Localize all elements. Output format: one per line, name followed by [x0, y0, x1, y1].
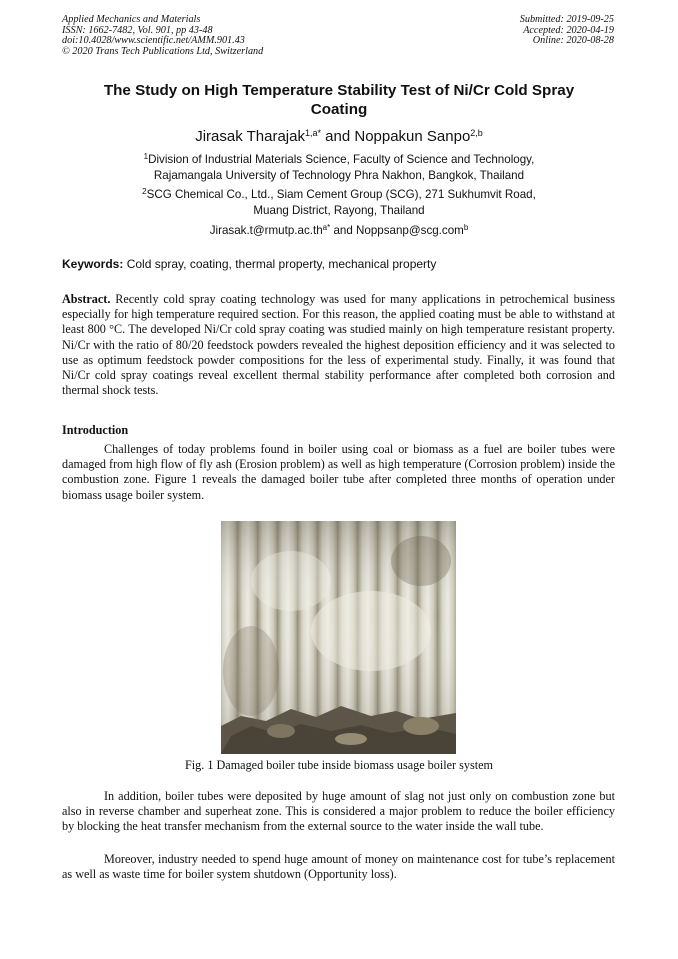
journal-copyright: © 2020 Trans Tech Publications Ltd, Switzerland	[62, 45, 264, 57]
journal-issn: ISSN: 1662-7482, Vol. 901, pp 43-48	[62, 24, 213, 36]
submission-dates	[520, 15, 614, 47]
author-name: Noppakun Sanpo	[354, 128, 471, 145]
author-superscript: 2,b	[470, 128, 483, 138]
email-link[interactable]: Jirasak.t@rmutp.ac.th	[209, 224, 323, 237]
affiliation-line: Rajamangala University of Technology Phra Nakhon, Bangkok, Thailand	[153, 168, 525, 182]
abstract	[62, 292, 615, 398]
online-date: Online: 2020-08-28	[532, 35, 614, 47]
email-superscript: a*	[322, 223, 331, 232]
figure-boiler-tube-photo	[221, 521, 456, 754]
body-paragraph: In addition, boiler tubes were deposited by huge amount of slag not just only on combustion zone but also in reverse chamber and superheat zone. This is considered a major problem to reduce the boiler efficiency by blocking the heat transfer mechanism from the external source to the water inside the wall tube.	[62, 789, 615, 834]
figure-caption: Fig. 1 Damaged boiler tube inside biomass usage boiler system	[184, 758, 494, 772]
affiliation-line: Division of Industrial Materials Science, Faculty of Science and Technology,	[148, 153, 535, 166]
keywords-label: Keywords:	[62, 257, 124, 271]
email-superscript: b	[463, 223, 469, 232]
submitted-date: Submitted: 2019-09-25	[519, 14, 614, 25]
accepted-date: Accepted: 2020-04-19	[523, 24, 614, 36]
body-paragraph: Moreover, industry needed to spend huge amount of money on maintenance cost for tube’s replacement as well as waste time for boiler system shutdown (Opportunity loss).	[62, 852, 615, 882]
abstract-text: Recently cold spray coating technology was used for many applications in petrochemical business especially for high temperature required section. For this reason, the applied coating must be able to withstand at least 800 °C. The developed Ni/Cr cold spray coating was studied mainly on high temperature resistant property. Ni/Cr with the ratio of 80/20 feedstock powders revealed the highest deposition efficiency and it was selected to use as optimum feedstock powder compositions for the less of experimental study. Finally, it was found that Ni/Cr cold spray coatings reveal excellent thermal stability performance after completed both corrosion and thermal shock tests.	[62, 292, 615, 398]
keywords-text: Cold spray, coating, thermal property, mechanical property	[123, 257, 437, 271]
affiliation-line: SCG Chemical Co., Ltd., Siam Cement Group (SCG), 271 Sukhumvit Road,	[146, 188, 536, 201]
author-conjunction: and	[320, 128, 355, 145]
author-superscript: 1,a*	[304, 128, 321, 138]
journal-doi: doi:10.4028/www.scientific.net/AMM.901.43	[62, 35, 245, 47]
author-emails	[62, 220, 616, 238]
title-line-1: The Study on High Temperature Stability Test of Ni/Cr Cold Spray	[103, 82, 575, 99]
journal-name: Applied Mechanics and Materials	[62, 14, 201, 25]
email-conjunction: and	[330, 224, 357, 237]
affiliation-2	[62, 184, 616, 218]
affiliation-marker: 2	[142, 187, 147, 196]
author-name: Jirasak Tharajak	[195, 128, 305, 145]
journal-info	[62, 15, 263, 57]
email-link[interactable]: Noppsanp@scg.com	[356, 224, 464, 237]
boiler-tube-image	[221, 521, 456, 754]
author-list	[62, 124, 616, 146]
keywords	[62, 256, 436, 272]
affiliation-marker: 1	[143, 152, 149, 161]
body-paragraph: Challenges of today problems found in boiler using coal or biomass as a fuel are boiler tubes were damaged from high flow of fly ash (Erosion problem) as well as high temperature (Corrosion problem) inside the combustion zone. Figure 1 reveals the damaged boiler tube after completed three months of operation under biomass usage boiler system.	[62, 442, 615, 502]
affiliation-line: Muang District, Rayong, Thailand	[253, 203, 425, 217]
abstract-label: Abstract.	[62, 292, 111, 306]
title-line-2: Coating	[310, 101, 368, 118]
affiliation-1	[62, 149, 616, 183]
paper-title	[62, 81, 616, 119]
section-heading: Introduction	[62, 423, 129, 437]
